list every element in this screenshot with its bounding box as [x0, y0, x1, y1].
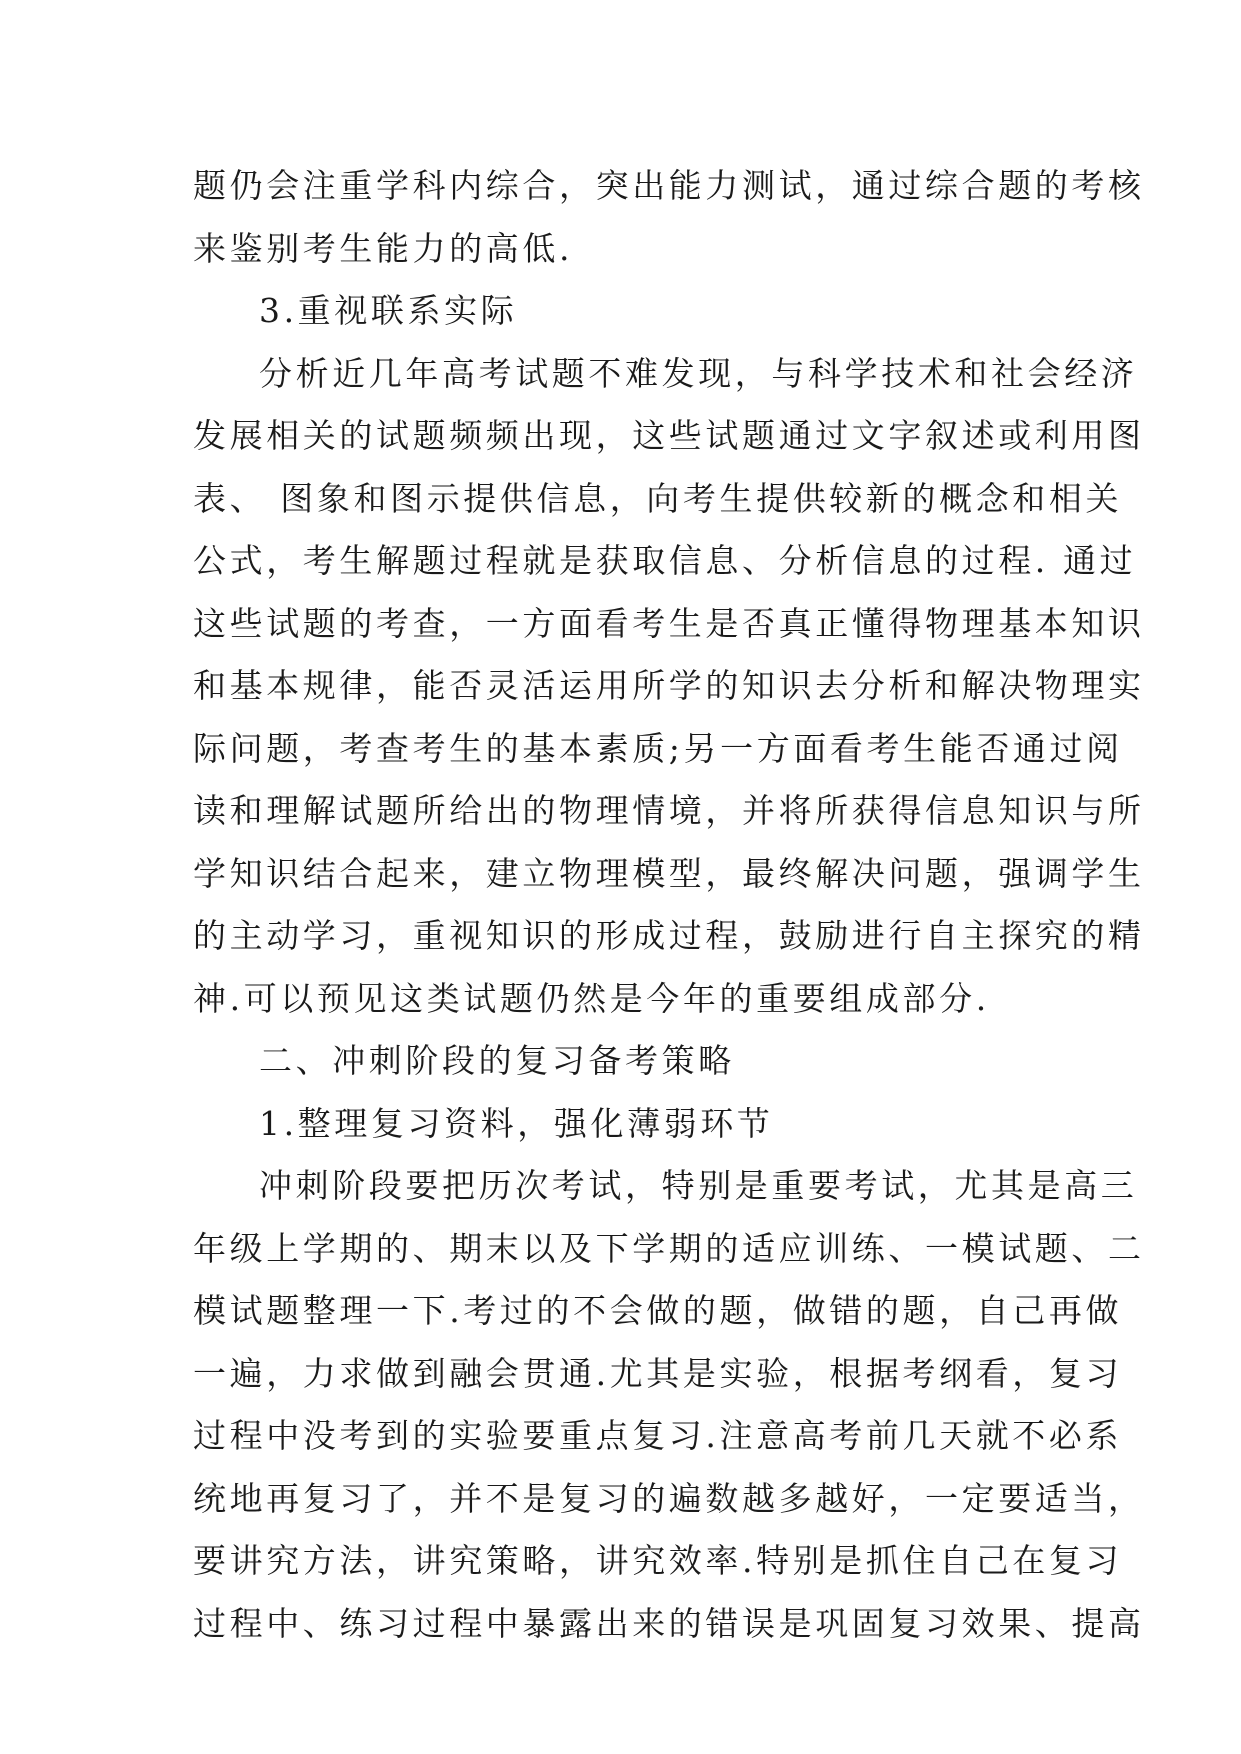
text-line: 学知识结合起来，建立物理模型，最终解决问题，强调学生 [193, 853, 1145, 893]
section-heading: 1.整理复习资料，强化薄弱环节 [259, 1103, 774, 1143]
text-line: 发展相关的试题频频出现，这些试题通过文字叙述或利用图 [193, 416, 1145, 455]
text-line: 读和理解试题所给出的物理情境，并将所获得信息知识与所 [193, 791, 1145, 830]
text-line: 和基本规律，能否灵活运用所学的知识去分析和解决物理实 [193, 666, 1145, 705]
section-heading: 3.重视联系实际 [259, 291, 518, 330]
text-line: 模试题整理一下.考过的不会做的题，做错的题，自己再做 [193, 1291, 1123, 1330]
text-line: 际问题，考查考生的基本素质;另一方面看考生能否通过阅 [193, 728, 1123, 768]
body-text [193, 155, 1145, 1655]
text-line: 过程中、练习过程中暴露出来的错误是巩固复习效果、提高 [193, 1603, 1145, 1643]
text-line: 统地再复习了，并不是复习的遍数越多越好，一定要适当， [193, 1478, 1145, 1518]
text-line: 冲刺阶段要把历次考试，特别是重要考试，尤其是高三 [259, 1166, 1138, 1205]
text-line: 过程中没考到的实验要重点复习.注意高考前几天就不必系 [193, 1416, 1123, 1455]
text-line: 一遍，力求做到融会贯通.尤其是实验，根据考纲看，复习 [193, 1353, 1123, 1393]
text-line: 来鉴别考生能力的高低. [193, 228, 574, 268]
text-line: 题仍会注重学科内综合，突出能力测试，通过综合题的考核 [193, 166, 1145, 205]
text-line: 表、 图象和图示提供信息，向考生提供较新的概念和相关 [193, 478, 1123, 518]
text-line: 要讲究方法，讲究策略，讲究效率.特别是抓住自己在复习 [193, 1541, 1123, 1580]
text-line: 年级上学期的、期末以及下学期的适应训练、一模试题、二 [193, 1228, 1145, 1268]
text-line: 分析近几年高考试题不难发现，与科学技术和社会经济 [259, 353, 1138, 393]
text-line: 的主动学习，重视知识的形成过程，鼓励进行自主探究的精 [193, 916, 1145, 955]
chapter-heading: 二、冲刺阶段的复习备考策略 [259, 1041, 735, 1080]
text-line: 神.可以预见这类试题仍然是今年的重要组成部分. [193, 978, 990, 1018]
text-line: 这些试题的考查，一方面看考生是否真正懂得物理基本知识 [193, 603, 1145, 643]
text-line: 公式，考生解题过程就是获取信息、分析信息的过程. 通过 [193, 541, 1137, 580]
